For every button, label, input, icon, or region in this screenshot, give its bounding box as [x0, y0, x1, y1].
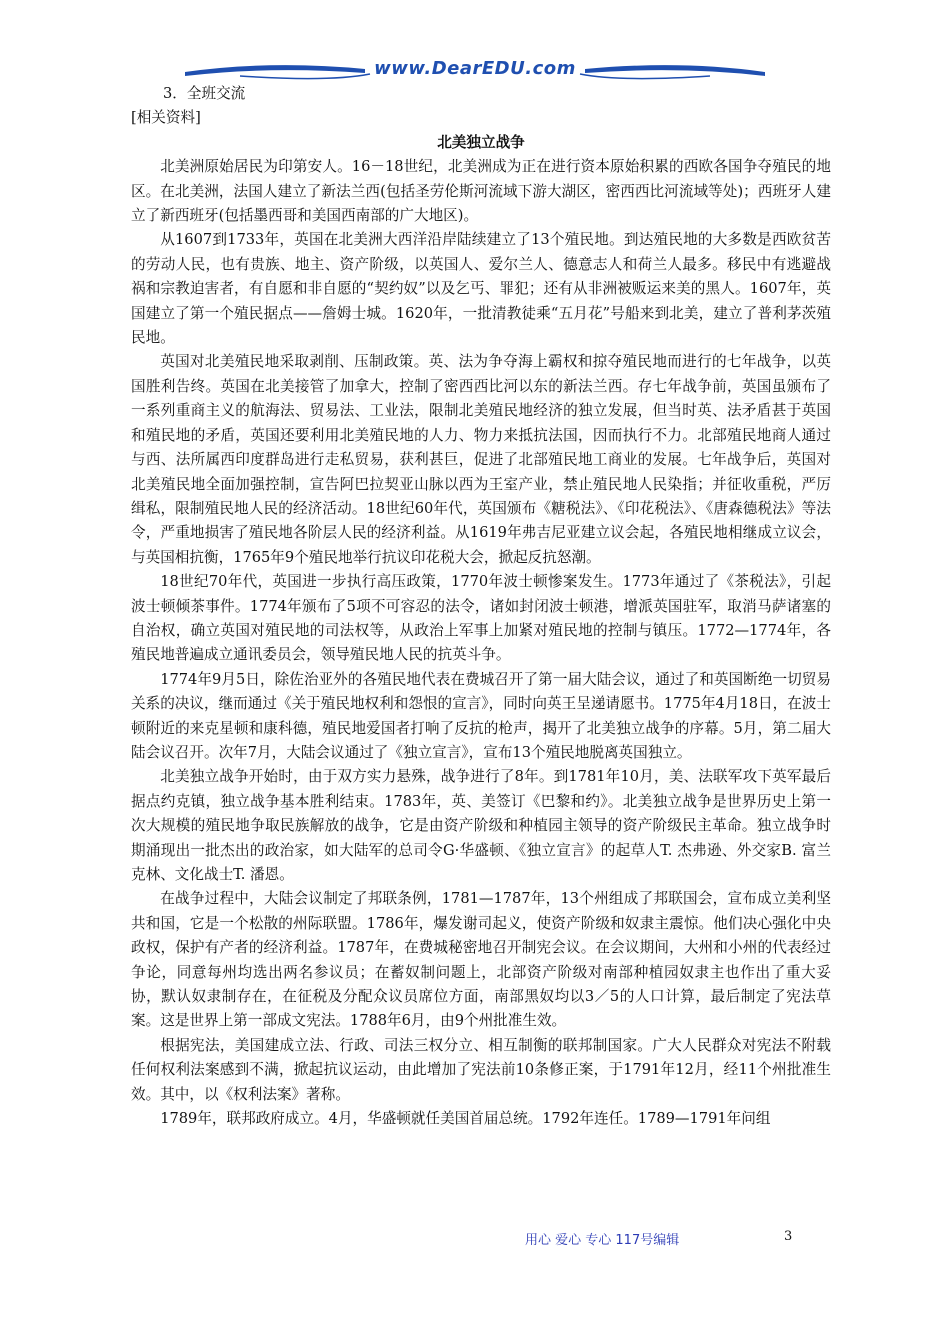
- site-url[interactable]: www.DearEDU.com: [374, 58, 576, 79]
- paragraph: 1774年9月5日，除佐治亚外的各殖民地代表在费城召开了第一届大陆会议，通过了和英国断绝一切贸易关系的决议，继而通过《关于殖民地权利和怨恨的宣言》，同时向英王呈递请愿书。1775年4月18日，在波士顿附近的来克星顿和康科德，殖民地爱国者打响了反抗的枪声，揭开了北美独立战争的序幕。5月，第二届大陆会议召开。次年7月，大陆会议通过了《独立宣言》，宣布13个殖民地脱离英国独立。: [131, 670, 831, 761]
- page-footer: [0, 1229, 950, 1249]
- section-heading: 3．全班交流: [163, 85, 246, 102]
- paragraph: 在战争过程中，大陆会议制定了邦联条例，1781—1787年，13个州组成了邦联国会，宣布成立美利坚共和国，它是一个松散的州际联盟。1786年，爆发谢司起义，使资产阶级和奴隶主震惊。他们决心强化中央政权，保护有产者的经济利益。1787年，在费城秘密地召开制宪会议。在会议期间，大州和小州的代表经过争论，同意每州均选出两名参议员；在蓄奴制问题上，北部资产阶级对南部种植园奴隶主也作出了重大妥协，默认奴隶制存在，在征税及分配众议员席位方面，南部黑奴均以3／5的人口计算，最后制定了宪法草案。这是世界上第一部成文宪法。1788年6月，由9个州批准生效。: [131, 890, 831, 1030]
- materials-label: [相关资料]: [131, 109, 201, 127]
- paragraph: 北美独立战争开始时，由于双方实力悬殊，战争进行了8年。到1781年10月，美、法联军攻下英军最后据点约克镇，独立战争基本胜利结束。1783年，英、美签订《巴黎和约》。北美独立战争是世界历史上第一次大规模的殖民地争取民族解放的战争，它是由资产阶级和种植园主领导的资产阶级民主革命。独立战争时期涌现出一批杰出的政治家，如大陆军的总司令G·华盛顿、《独立宣言》的起草人T. 杰弗逊、外交家B. 富兰克林、文化战士T. 潘恩。: [131, 768, 831, 883]
- paragraph: 北美洲原始居民为印第安人。16－18世纪，北美洲成为正在进行资本原始积累的西欧各国争夺殖民的地区。在北美洲，法国人建立了新法兰西(包括圣劳伦斯河流域下游大湖区，密西西比河流域等处)；西班牙人建立了新西班牙(包括墨西哥和美国西南部的广大地区)。: [131, 158, 831, 225]
- footer-editor-note: 用心 爱心 专心 117号编辑: [525, 1233, 680, 1248]
- paragraph: 1789年，联邦政府成立。4月，华盛顿就任美国首届总统。1792年连任。1789—1791年问组: [160, 1110, 771, 1128]
- paragraph: 英国对北美殖民地采取剥削、压制政策。英、法为争夺海上霸权和掠夺殖民地而进行的七年战争，以英国胜利告终。英国在北美接管了加拿大，控制了密西西比河以东的新法兰西。存七年战争前，英国虽颁布了一系列重商主义的航海法、贸易法、工业法，限制北美殖民地经济的独立发展，但当时英、法矛盾甚于英国和殖民地的矛盾，英国还要利用北美殖民地的人力、物力来抵抗法国，因而执行不力。北部殖民地商人通过与西、法所属西印度群岛进行走私贸易，获利甚巨，促进了北部殖民地工商业的发展。七年战争后，英国对北美殖民地全面加强控制，宣告阿巴拉契亚山脉以西为王室产业，禁止殖民地人民染指；并征收重税，严厉缉私，限制殖民地人民的经济活动。18世纪60年代，英国颁布《糖税法》、《印花税法》、《唐森德税法》等法令，严重地损害了殖民地各阶层人民的经济利益。从1619年弗吉尼亚建立议会起，各殖民地相继成立议会，与英国相抗衡，1765年9个殖民地举行抗议印花税大会，掀起反抗怒潮。: [131, 353, 831, 566]
- paragraph: 根据宪法，美国建成立法、行政、司法三权分立、相互制衡的联邦制国家。广大人民群众对宪法不附载任何权利法案感到不满，掀起抗议运动，由此增加了宪法前10条修正案，于1791年12月，经11个州批准生效。其中，以《权利法案》著称。: [131, 1036, 831, 1103]
- article-title: 北美独立战争: [437, 133, 525, 151]
- document-body: [131, 82, 831, 1131]
- page-number: 3: [784, 1229, 793, 1244]
- paragraph: 从1607到1733年，英国在北美洲大西洋沿岸陆续建立了13个殖民地。到达殖民地的大多数是西欧贫苦的劳动人民，也有贵族、地主、资产阶级，以英国人、爱尔兰人、德意志人和荷兰人最多。移民中有逃避战祸和宗教迫害者，有自愿和非自愿的“契约奴”以及乞丐、罪犯；还有从非洲被贩运来美的黑人。1607年，英国建立了第一个殖民据点——詹姆士城。1620年，一批清教徒乘“五月花”号船来到北美，建立了普利茅茨殖民地。: [131, 231, 831, 347]
- paragraph: 18世纪70年代，英国进一步执行高压政策，1770年波士顿惨案发生。1773年通过了《茶税法》，引起波士顿倾茶事件。1774年颁布了5项不可容忍的法令，诸如封闭波士顿港，增派英国驻军，取消马萨诸塞的自治权，确立英国对殖民地的司法权等，从政治上军事上加紧对殖民地的控制与镇压。1772—1774年，各殖民地普遍成立通讯委员会，领导殖民地人民的抗英斗争。: [131, 573, 831, 664]
